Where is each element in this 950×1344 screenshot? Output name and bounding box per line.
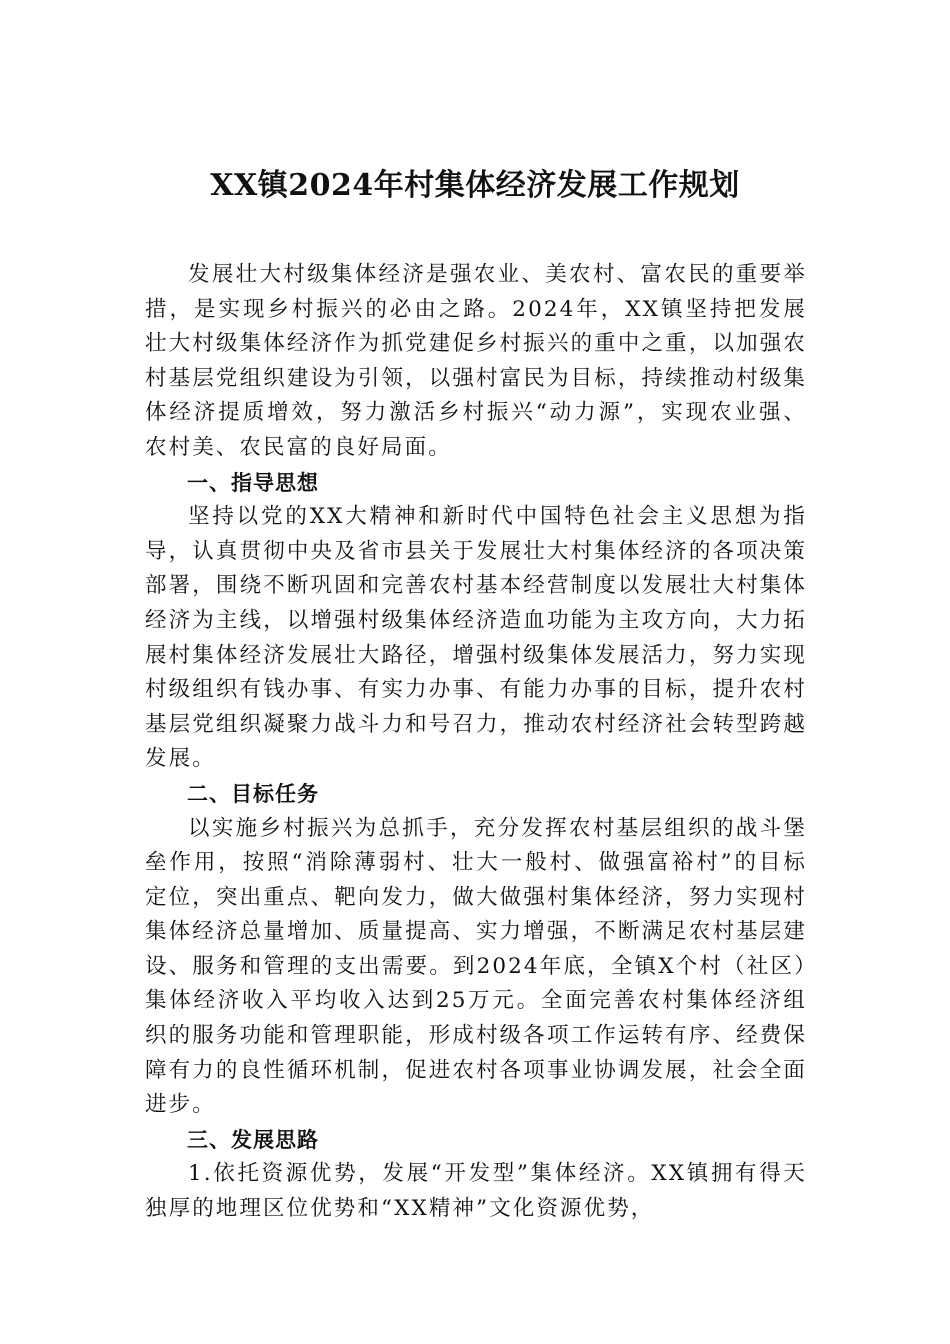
section-body-guiding-ideology: 坚持以党的XX大精神和新时代中国特色社会主义思想为指导，认真贯彻中央及省市县关于发展壮大村集体经济的各项决策部署，围绕不断巩固和完善农村基本经营制度以发展壮大村集体经济为主线，以增强村级集体经济造血功能为主攻方向，大力拓展村集体经济发展壮大路径，增强村级集体发展活力，努力实现村级组织有钱办事、有实力办事、有能力办事的目标，提升农村基层党组织凝聚力战斗力和号召力，推动农村经济社会转型跨越发展。 xyxy=(145,504,807,772)
intro-paragraph: 发展壮大村级集体经济是强农业、美农村、富农民的重要举措，是实现乡村振兴的必由之路。2024年，XX镇坚持把发展壮大村级集体经济作为抓党建促乡村振兴的重中之重，以加强农村基层党组织建设为引领，以强村富民为目标，持续推动村级集体经济提质增效，努力激活乡村振兴“动力源”，实现农业强、农村美、农民富的良好局面。 xyxy=(145,262,807,460)
section-body-goals-tasks: 以实施乡村振兴为总抓手，充分发挥农村基层组织的战斗堡垒作用，按照“消除薄弱村、壮大一般村、做强富裕村”的目标定位，突出重点、靶向发力，做大做强村集体经济，努力实现村集体经济总量增加、质量提高、实力增强，不断满足农村基层建设、服务和管理的支出需要。到2024年底，全镇X个村（社区）集体经济收入平均收入达到25万元。全面完善农村集体经济组织的服务功能和管理职能，形成村级各项工作运转有序、经费保障有力的良性循环机制，促进农村各项事业协调发展，社会全面进步。 xyxy=(145,815,807,1118)
section-body-development-approach: 1.依托资源优势，发展“开发型”集体经济。XX镇拥有得天独厚的地理区位优势和“XX精神”文化资源优势， xyxy=(145,1161,807,1222)
section-heading-development-approach: 三、发展思路 xyxy=(187,1127,319,1152)
document-title: XX镇2024年村集体经济发展工作规划 xyxy=(210,168,740,203)
section-heading-goals-tasks: 二、目标任务 xyxy=(187,781,319,806)
section-heading-guiding-ideology: 一、指导思想 xyxy=(187,470,319,495)
document-body xyxy=(145,258,807,1227)
